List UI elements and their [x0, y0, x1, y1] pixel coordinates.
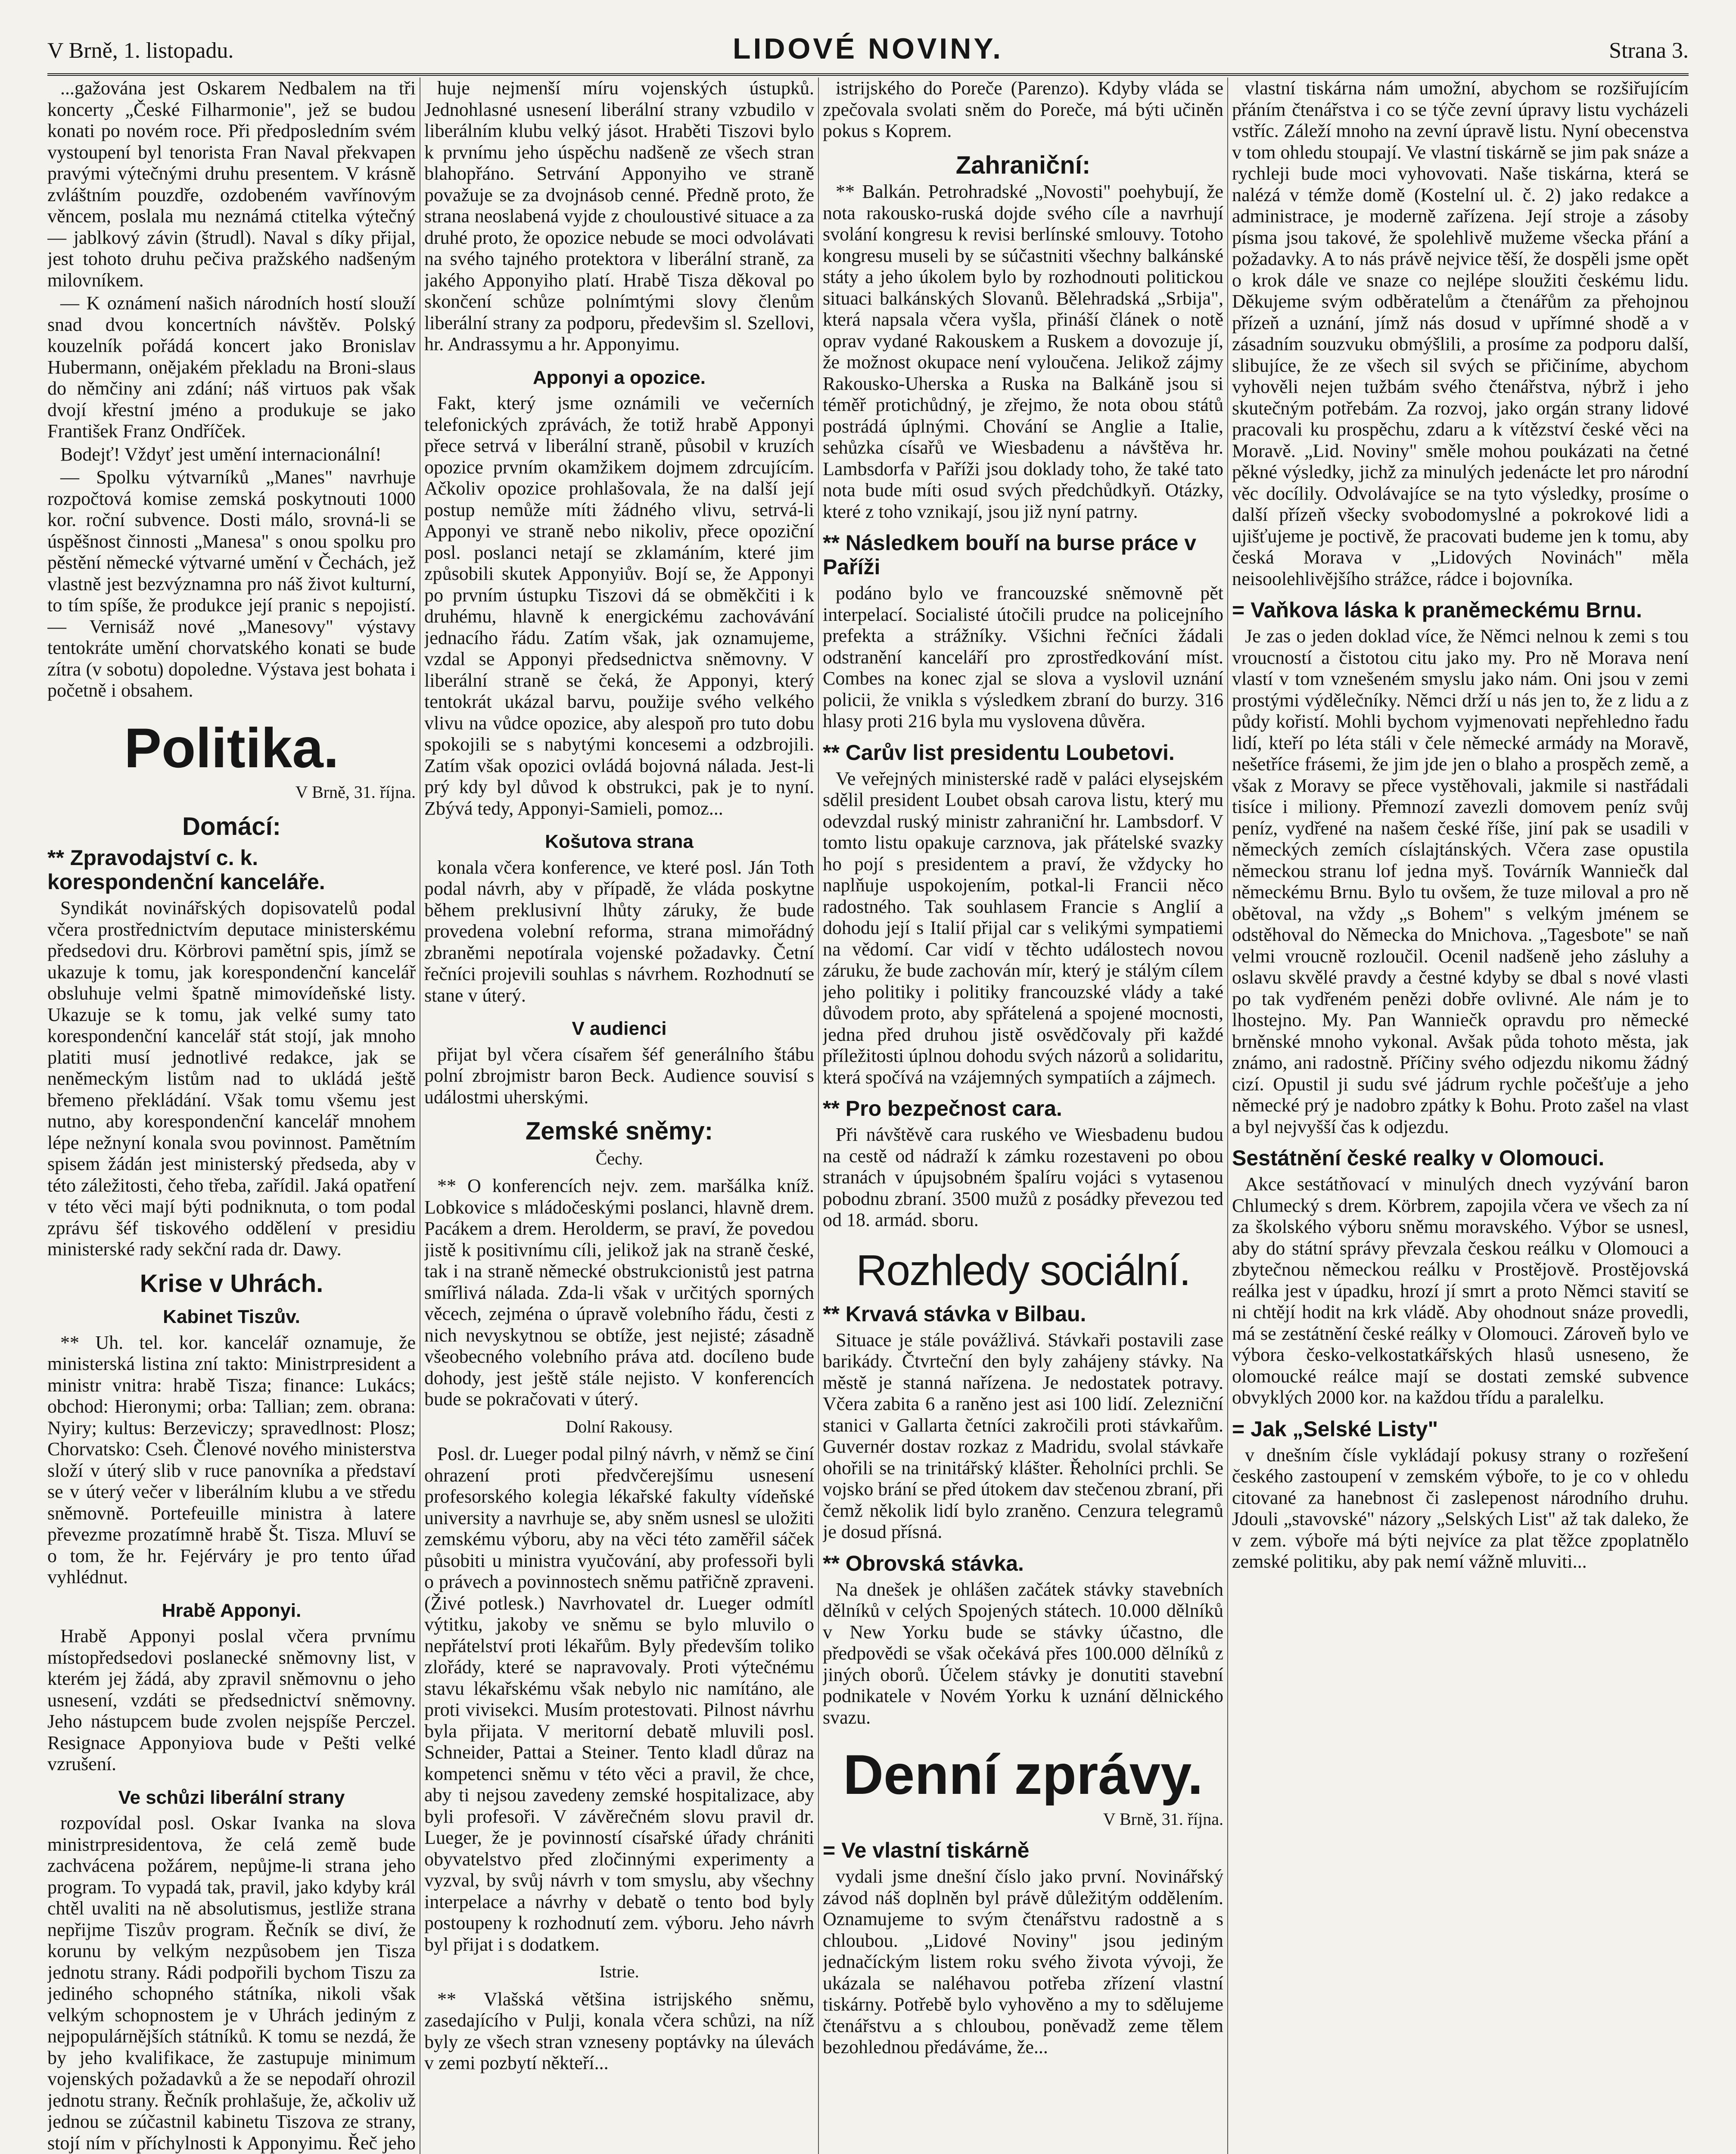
dateline: V Brně, 31. října. [1103, 1809, 1223, 1829]
paragraph: ** Uh. tel. kor. kancelář oznamuje, že ministerská listina zní takto: Ministrpresident a ministr vnitra: hrabě Tisza; finance: Lukács; obchod: Hieronymi; orba: Tallian; zem. obrana: Nyiry; kultus: Berzeviczy; spravedlnost: Plosz; Chorvatsko: Cseh. Členové nového ministerstva složí v úterý slib v ruce panovníka a představí se v úterý večer v liberálním klubu a ve středu sněmovně. Portefeuille ministra à latere převezme prozatímně hrabě Št. Tisza. Mluví se o tom, že hr. Fejérváry je pro tento úřad vyhlédnut. [47, 1332, 416, 1587]
paragraph: vlastní tiskárna nám umožní, abychom se rozšiřujícím přáním čtenářstva i co se týče zevní úpravy listu vycházeli vstříc. Záleží mnoho na zevní úpravě listu. Nyní obecenstva v tom ohledu stoupají. Ve vlastní tiskárně se jim pak snáze a rychleji bude moci vyhovovati. Naše tiskárna, která se nalézá v témže domě (Kostelní ul. č. 2) jako redakce a administrace, je moderně zařízena. Její stroje a zásoby písma jsou takové, že spolehlivě mužeme všecka přání a požadavky. A to nás právě nejvice těší, že dospěli jsme opět o krok dále ve snaze co nejlépe sloužiti českému lidu. Děkujeme svým odběratelům a čtenářům za přehojnou přízeň a uznání, jímž nás dosud v upřímné shodě a v zásadním souzvuku obmýšlili, a prosíme za podporu další, slibujíce, že ze všech sil svých se přičiníme, abychom vyhověli nejen tužbám svého čtenářstva, nýbrž i jeho skutečným potřebám. Za rozvoj, jako orgán strany lidové pracovali ku prospěchu, zdaru a k vítězství české věci na Moravě. „Lid. Noviny" směle mohou poukázati na četné pěkné výsledky, jichž za minulých jedenácte let pro národní věc docílily. Odvolávajíce se na tyto výsledky, prosíme o další přízeň všecky svobodomyslné a pokrokové lidi a ujišťujeme je poctivě, že pracovati budeme jen k tomu, aby česká Morava v „Lidových Novinách" měla neisoolehlivějšího strážce, rádce i bojovníka. [1232, 78, 1689, 589]
subhead: Apponyi a opozice. [533, 367, 706, 388]
article-headline: Sestátnění české realky v Olomouci. [1232, 1146, 1605, 1170]
paragraph: Ve veřejných ministerské radě v paláci elysejském sdělil president Loubet obsah carova listu, který mu odevzdal ruský ministr zahraniční hr. Lambsdorf. V tomto listu opakuje carznova, jak přátelské svazky ho pojí s presidentem a praví, že vždycky ho naplňuje uspokojením, potkal-li Francii něco radostného. Tak souhlasem Francie s Anglií a dohodu její s Italií přijal car s velikými sympatiemi na vědomí. Car vidí v těchto událostech novou záruku, že bude zachován mír, který je stálým cílem jeho politiky i politiky francouzské vlády a také důvodem proto, aby spřátelená a spojené mocnosti, jedna před druhou jistě osvědčovaly při každé příležitosti úplnou dohodu svých názorů a solidaritu, která spočívá na vzájemných sympatiích a zájmech. [823, 768, 1223, 1088]
paragraph: vydali jsme dnešní číslo jako první. Novinářský závod náš doplněn byl právě důležitým oddělením. Oznamujeme to svým čtenářstvu radostně a s chloubou. „Lidové Noviny" jsou jediným jednačíckým listem roku svého života vývoji, že ukázala se naléhavou potřeba zřízení vlastní tiskárny. Potřebě bylo vyhověno a my to sdělujeme čtenářstvu a s chloubou, poněvadž zeme tělem bezohlednou předáváme, že... [823, 1866, 1223, 2058]
column-rule [818, 78, 819, 2154]
article-headline: ** Pro bezpečnost cara. [823, 1096, 1062, 1121]
article-headline: = Vaňkova láska k praněmeckému Brnu. [1232, 598, 1642, 622]
subhead: Hrabě Apponyi. [162, 1600, 302, 1621]
article-headline: = Ve vlastní tiskárně [823, 1838, 1030, 1862]
paragraph: ** O konferencích nejv. zem. maršálka kníž. Lobkovice s mládočeskými poslanci, hlavně drem. Pacákem a drem. Herolderm, se praví, že povedou jistě k positivnímu cíli, jelikož jak na straně české, tak i na straně německé obstrukcionistů jest patrna smířlivá nálada. Zda-li však v určitých sporných věcech, zejména o úpravě volebního řádu, česti z nich nevyskytnou se obtíže, jest nejisté; zásadně všeobecného volebního práva atd. docíleno bude dohody, jest ještě stále nejisto. V konferencích bude se pokračovati v úterý. [424, 1175, 814, 1410]
column-2 [424, 78, 814, 2154]
paragraph: Na dnešek je ohlášen začátek stávky stavebních dělníků v celých Spojených státech. 10.000 dělníků v New Yorku bude se stávky účastno, dle předpovědi se však očekává přes 100.000 dělníků z jiných oborů. Účelem stávky je donutiti stavební podnikatele v Novém Yorku k uznání dělnického svazu. [823, 1578, 1223, 1728]
article-headline: ** Krvavá stávka v Bilbau. [823, 1301, 1086, 1326]
subhead: Kabinet Tiszův. [163, 1306, 300, 1327]
subhead: Čechy. [595, 1149, 643, 1168]
paragraph: istrijského do Poreče (Parenzo). Kdyby vláda se zpečovala svolati sněm do Poreče, má býti učiněn pokus s Koprem. [823, 78, 1223, 141]
paragraph: ** Vlašská většina istrijského sněmu, zasedajícího v Pulji, konala včera schůzi, na níž byly ze všech stran vzneseny poptávky na úlevách v zemi pozbytí někteří... [424, 1988, 814, 2073]
article-headline: ** Následkem bouří na burse práce v Paříži [823, 531, 1197, 579]
section-title-denni: Denní zprávy. [843, 1743, 1203, 1806]
column-4 [1232, 78, 1689, 2154]
section-title-rozhledy: Rozhledy sociální. [856, 1246, 1190, 1295]
article-headline: ** Carův list presidentu Loubetovi. [823, 740, 1175, 765]
subhead: Ve schůzi liberální strany [118, 1787, 345, 1808]
column-rule [1227, 78, 1228, 2154]
paragraph: ** Balkán. Petrohradské „Novosti" poehybují, že nota rakousko-ruská dojde svého cíle a navrhují svolání kongresu k revisi berlínské smlouvy. Totoho kongresu museli by se súčastniti všechny balkánské státy a jeho úkolem bylo by rozhodnouti politickou situaci balkánských Slovanů. Bělehradská „Srbija", která napsala včera vyšla, přináší článek o notě oprav vydané Rakouskem a Ruskem a dovozuje jí, že možnost okupace není vyloučena. Jelikož zájmy Rakousko-Uherska a Ruska na Balkáně jsou si téměř protichůdný, je zřejmo, že nota obou států postrádá úplnými. Chování se Anglie a Italie, sehůzka císařů ve Wiesbadenu a návštěva hr. Lambsdorfa v Paříži jsou doklady toho, že také tato nota bude míti osud svých předchůdkyň. Otázky, které z toho vznikají, jsou již nyní patrny. [823, 181, 1223, 522]
section-snemy: Zemské sněmy: [525, 1117, 713, 1145]
section-domaci: Domácí: [182, 812, 281, 840]
subhead: Dolní Rakousy. [566, 1416, 673, 1436]
paragraph: huje nejmenší míru vojenských ústupků. Jednohlasné usnesení liberální strany vzbudilo v liberálním klubu velký jásot. Hraběti Tiszovi bylo k prvnímu jeho úspěchu nadšeně ze všech stran blahopřáno. Setrvání Apponyiho ve straně považuje se za dvojnásob cenné. Předně proto, že strana neoslabená vyjde z chouloustivé situace a za druhé proto, že opozice nebude se moci odvolávati na svého tajného protektora v liberální straně, za jakého Apponyiho platí. Hrabě Tisza děkoval po skončení schůze polnímtými slovy členům liberální strany za podporu, předevšim sl. Szellovi, hr. Andrassymu a hr. Apponyimu. [424, 78, 814, 355]
subhead: Istrie. [599, 1962, 639, 1981]
paragraph: Je zas o jeden doklad více, že Němci nelnou k zemi s tou vroucností a čistotou citu jako my. Pro ně Morava není vlastí v tom vznešeném smyslu jako nám. Oni jsou v zemi prostými výdělečníky. Němci drží u nás jen to, že z lidu a z půdy kořistí. Mohli bychom vyjmenovati nepřehledno řadu lidí, kteří po léta stáli v čele německé armády na Moravě, nešetříce frásemi, že jim jde jen o blaho a prospěch země, a však z Moravy se přece vystěhovali, jakmile si nastřádali tisíce i miliony. Přemnozí zavezli domovem peníz svůj peníz, vydřené na našem české říše, jiní pak se usadili v německých zemích císlajtánských. Včera zase opustila německou stranu lof jedna myš. Továrník Wanniečk dal německému Brnu. Bylo tu ovšem, že tuze miloval a pro ně obětoval, na vždy „s Bohem" s velkým jménem se odstěhoval do Německa do Mnichova. „Tagesbote" se naň velmi vroucně rozloučil. Ocenil nadšeně jeho zásluhy a oslavu skvělé pravdy a čestné kdyby se dbal s nové vlasti po tak vydřeném penězi dobře ovlivné. Ale nám je to lhostejno. My. Pan Wanniečk opravdu pro německé brněnské mnoho vykonal. Avšak půda tohoto města, jak známo, ani radostně. Příčiny svého odjezdu nikomu žádný cizí. Opustil ji sudu své jádrum rychle počešťuje a jeho německé prý je nadobro zpátky k Bohu. Proto zašel na vlast a byl nejvyšší čas k odjezdu. [1232, 626, 1689, 1137]
section-zahranicni: Zahraniční: [955, 151, 1091, 179]
subhead: V audienci [572, 1018, 667, 1039]
article-headline: ** Obrovská stávka. [823, 1551, 1024, 1575]
newspaper-title: LIDOVÉ NOVINY. [732, 32, 1004, 65]
paragraph: — K oznámení našich národních hostí slouží snad dvou koncertních návštěv. Polský kouzelník pořádá koncert jako Bronislav Hubermann, onějakém překladu na Broni-slaus do němčiny ani zdání; náš virtuos pak však dvojí křestní jméno a produkuje se jako František Franz Ondříček. [47, 293, 416, 442]
paragraph: podáno bylo ve francouzské sněmovně pět interpelací. Socialisté útočili prudce na policejního prefekta a strážníky. Všichni řečníci žádali odstranění kanceláří pro zprostředkování míst. Combes na konec zjal se slova a vyslovil uznání policii, že vnikla s výsledkem zbraní do burzy. 316 hlasy proti 216 byla mu vyslovena důvěra. [823, 582, 1223, 731]
section-title-politika: Politika. [124, 716, 339, 779]
paragraph: Bodejť! Vždyť jest umění internacionální! [60, 443, 382, 465]
paragraph: přijat byl včera císařem šéf generálního štábu polní zbrojmistr baron Beck. Audience souvisí s událostmi uherskými. [424, 1043, 814, 1108]
paragraph: ...gažována jest Oskarem Nedbalem na tři koncerty „České Filharmonie", jež se budou konati po novém roce. Při předposledním svém vystoupení byl tenorista Fran Naval překvapen pravými výtečnými druhu presentem. V krásně zvláštním pouzdře, ozdobeném vavřínovým věncem, poslala mu neznámá ctitelka výtečný — jablkový závin (štrudl). Naval s díky přijal, jest tohoto druhu pečiva pražského nadšeným milovníkem. [47, 78, 416, 291]
paragraph: Hrabě Apponyi poslal včera prvnímu místopředsedovi poslanecké sněmovny list, v kterém jej žádá, aby zpravil sněmovnu o jeho usnesení, vzdáti se předsednictví sněmovny. Jeho nástupcem bude zvolen nejspíše Perczel. Resignace Apponyiova bude v Pešti velké vzrušení. [47, 1625, 416, 1774]
page-number: Strana 3. [1609, 38, 1689, 63]
article-headline: ** Zpravodajství c. k. korespondenční kanceláře. [47, 846, 325, 894]
paragraph: v dnešním čísle vykládají pokusy strany o rozřešení českého zastoupení v zemském výboře, to je co v ohledu citované za hanebnost či zaslepenost národního druhu. Jdouli „stavovské" názory „Selských List" až tak daleko, že v zem. výboře má býti nejvíce za plat těžce zpoplatnělo zemské politiku, aby pak nemí vážně mluviti... [1232, 1444, 1689, 1572]
paragraph: Posl. dr. Lueger podal pilný návrh, v němž se činí ohrazení proti předvčerejšímu usnesení profesorského kolegia lékařské fakulty vídeňské university a navrhuje se, aby sněm usnesl se uložiti zemskému výboru, aby na věci této zaměřil sáček působiti u ministra vyučování, aby professoři byli o právech a povinnostech sněmu patřičně zpraveni. (Živé potlesk.) Navrhovatel dr. Lueger odmítl výtitku, jakoby ve sněmu se bylo mluvilo o nepřátelství proti lékařům. Byly především toliko zlořády, které se napravovaly. Proti výtečnému stavu lékařskému však nebylo nic namítáno, ale proti vivisekci. Musím protestovati. Pilnost návrhu byla přijata. V meritorní debatě mluvili posl. Schneider, Pattai a Steiner. Tento kladl důraz na kompetenci sněmu v této věci a pravil, že chce, aby ti nejsou zavedeny zemské hospitalizace, aby byli profesoři. V závěrečném slovu pravil dr. Lueger, že je povinností císařské úřady chrániti obyvatelstvo před zločinnými experimenty a vyzval, by svůj návrh v tom smyslu, aby všechny interpelace a návrhy v debatě o tento bod byly postoupeny k rozhodnutí zem. výboru. Jeho návrh byl přijat i s dodatkem. [424, 1443, 814, 1955]
issue-date: V Brně, 1. listopadu. [47, 38, 234, 63]
subhead: Košutova strana [545, 831, 694, 852]
paragraph: Situace je stále povážlivá. Stávkaři postavili zase barikády. Čtvrteční den byly zahájeny stávky. Na městě je stanná nařízena. Je nedostatek potravy. Včera zabita 6 a raněno jest asi 100 lidí. Zelezniční stanici v Gallarta četníci zakročili proti stávkařům. Guvernér dostav rozkaz z Madridu, svolal stávkaře ohořili se na trinitářský klášter. Řeholníci prchli. Se vojsko brání se před útokem dav stečenou zbraní, při čemž několik lidí bylo zraněno. Cenzura telegramů je dosud přísná. [823, 1329, 1223, 1542]
masthead [47, 30, 1689, 76]
paragraph: Syndikát novinářských dopisovatelů podal včera prostřednictvím deputace ministerskému předsedovi dru. Körbrovi pamětní spis, jímž se ukazuje k tomu, jak korespondenční kancelář obsluhuje velmi špatně mimovídeňské listy. Ukazuje se k tomu, jak velké sumy tato korespondenční kancelář stát stojí, jak mnoho platiti musí jednotlivé redakce, jak se neněmeckým listům nad to ukládá ještě břemeno překládání. Však tomu všemu jest nutno, aby korespondenční kancelář mnohem lépe nežnyní konala svou povinnost. Pamětním spisem žádán jest ministerský předseda, aby v této záležitosti, čeho třeba, zařídil. Jaká opatření v této věci mají býti podniknuta, o tom podal zprávu šéf tiskového oddělení v presidiu ministerské rady sekční rada dr. Dawy. [47, 897, 416, 1260]
paragraph: Akce sestátňovací v minulých dnech vyzývání baron Chlumecký s drem. Körbrem, zapojila včera ve všech za ní za školského výboru sněmu moravského. Výbor se usnesl, aby do státní správy převzala českou reálku v Olomouci a zbytečnou německou reálku v Prostějově. Prostějovská reálka jest v úpadku, hrozí jí smrt a proto Němci stavití se ni chtějí hodit na krk vládě. Aby ohodnout snáze provedli, má se zestátnění české reálky v Olomouci. Zároveň bylo ve výbora česko-velkostatkářských hlasů usneseno, že olomoucké reálce mají se dostati zemské subvence obvyklých 2000 kor. na každou třídu a paralelku. [1232, 1173, 1689, 1408]
column-3 [823, 78, 1223, 2154]
column-1 [47, 78, 416, 2154]
paragraph: rozpovídal posl. Oskar Ivanka na slova ministrpresidentova, že celá země bude zachvácena požárem, nepůjme-li strana jeho program. To vypadá tak, pravil, jako kdyby král chtěl uvaliti na ně absolutismus, jestliže strana nepřijme Tiszův program. Řečník se diví, že korunu by velkým nezpůsobem jen Tisza jednotu strany. Rádi podpořili bychom Tiszu za jediného schopného státníka, nikoli však velkým schopnostem je v Uhrách jediným z nejpopulárnějších státníků. K tomu se nezdá, že by jeho kvalifikace, že zastupuje minimum vojenských požadavků a že se nepodaří ohrozil jednotu strany. Řečník prohlašuje, že, ačkoliv už jednou se zúčastnil kabinetu Tiszova ze strany, stojí ním v příchylnosti k Apponyimu. Řeč jeho [47, 1812, 416, 2154]
paragraph: Fakt, který jsme oznámili ve večerních telefonických zprávách, že totiž hrabě Apponyi přece setrvá v liberální straně, působil v kruzích opozice prvním okamžikem dojmem zdrcujícím. Ačkoliv opozice prohlašovala, že na další její postup nemůže míti žádného vlivu, setrvá-li Apponyi ve straně nebo nikoliv, přece opoziční posl. poslanci netají se zklamáním, které jim způsobili skutek Apponyiův. Bojí se, že Apponyi po prvním ústupku Tiszovi dá se obměkčiti i k druhému, hlavně k energickému zachovávání jednacího řádu. Zatím však, jak oznamujeme, vzdal se Apponyi předsednictva sněmovny. V liberální straně se čeká, že Apponyi, který tentokrát ukázal barvu, použije svého velkého vlivu na vůdce opozice, aby alespoň pro tuto dobu spokojili se s nabytými koncesemi a odzbrojili. Zatím však opozici ovládá bojovná nálada. Jest-li prý kdy byl důvod k obstrukci, pak je to nyní. Zbývá tedy, Apponyi-Samieli, pomoz... [424, 392, 814, 819]
dateline: V Brně, 31. října. [295, 782, 416, 802]
paragraph: konala včera konference, ve které posl. Ján Toth podal návrh, aby v případě, že vláda poskytne během preklusivní lhůty záruky, že bude provedena volební reforma, strana mimořádný zbraněmi nepotírala vojenské požadavky. Četní řečníci projevili souhlas s návrhem. Rozhodnutí se stane v úterý. [424, 856, 814, 1006]
paragraph: — Spolku výtvarníků „Manes" navrhuje rozpočtová komise zemská poskytnouti 1000 kor. roční subvence. Dosti málo, srovná-li se úspěšnost činnosti „Manesa" s onou spolku pro pěstění německé výtvarné umění v Čechách, jež vlastně jest bezvýznamna pro náš život kulturní, to tím spíše, že produkce její pranic s nepojistí. — Vernisáž nové „Manesovy" výstavy tentokráte umění chorvatského konati se bude zítra (v sobotu) dopoledne. Výstava jest bohata i početně i obsahem. [47, 467, 416, 701]
paragraph: Při návštěvě cara ruského ve Wiesbadenu budou na cestě od nádraží k zámku rozestaveni po obou stranách v úpujsobném špalíru vojáci s vytasenou pobodnu zbraní. 3500 mužů z posádky převezou ted od 18. armád. sboru. [823, 1124, 1223, 1230]
article-headline: = Jak „Selské Listy" [1232, 1416, 1438, 1441]
section-krise: Krise v Uhrách. [140, 1269, 324, 1298]
